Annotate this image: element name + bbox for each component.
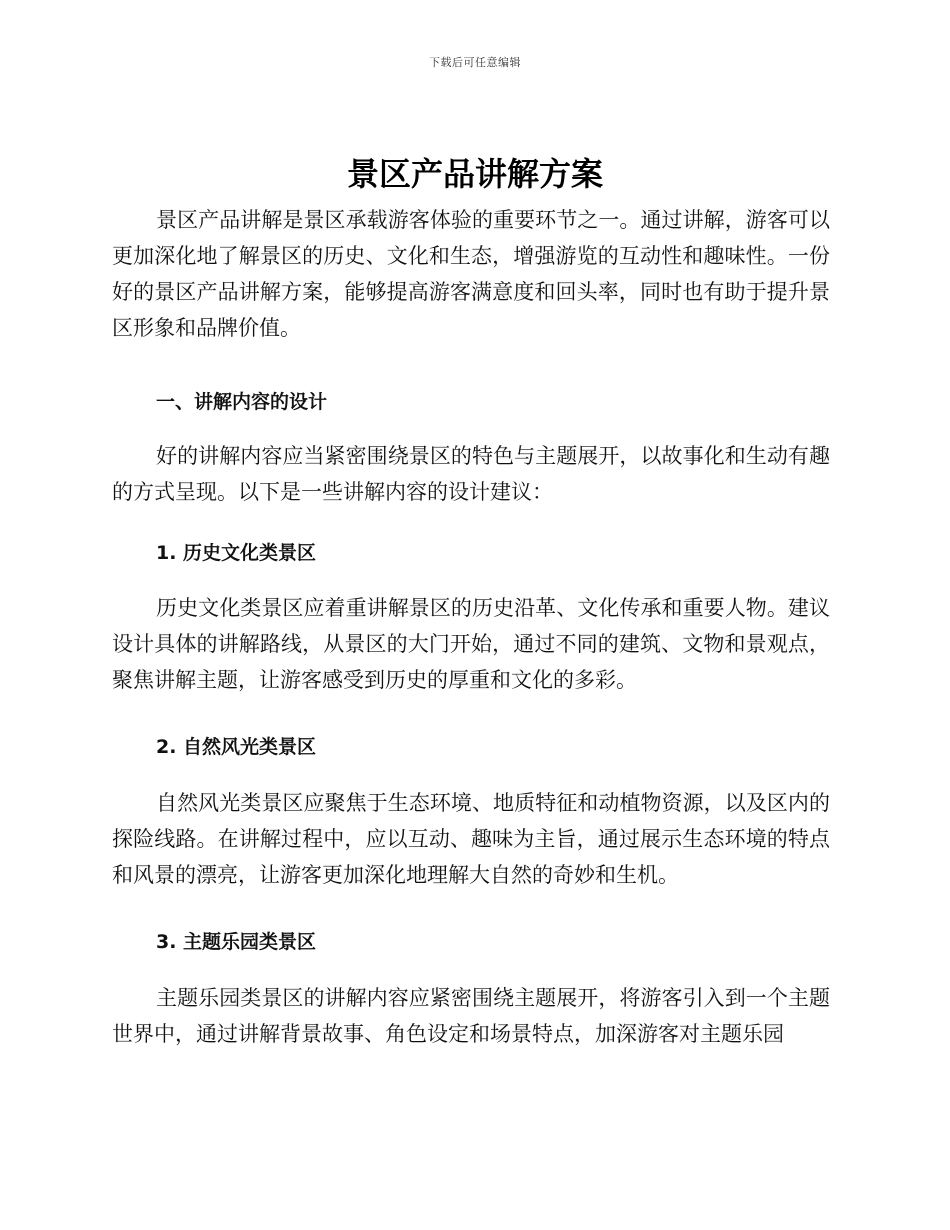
- document-title: 景区产品讲解方案: [346, 155, 603, 193]
- section-heading-content-design: 一、讲解内容的设计: [156, 391, 328, 413]
- section-paragraph-content-design: 好的讲解内容应当紧密围绕景区的特色与主题展开，以故事化和生动有趣的方式呈现。以下是一些讲解内容的设计建议：: [112, 444, 830, 504]
- intro-paragraph: 景区产品讲解是景区承载游客体验的重要环节之一。通过讲解，游客可以更加深化地了解景区的历史、文化和生态，增强游览的互动性和趣味性。一份好的景区产品讲解方案，能够提高游客满意度和回头率，同时也有助于提升景区形象和品牌价值。: [112, 208, 830, 340]
- subheading-natural-scenery: 2. 自然风光类景区: [156, 736, 317, 758]
- page-header-note: 下载后可任意编辑: [429, 56, 521, 69]
- subheading-theme-park: 3. 主题乐园类景区: [156, 931, 317, 953]
- subheading-history-culture: 1. 历史文化类景区: [156, 542, 317, 564]
- paragraph-natural-scenery: 自然风光类景区应聚焦于生态环境、地质特征和动植物资源，以及区内的探险线路。在讲解过程中，应以互动、趣味为主旨，通过展示生态环境的特点和风景的漂亮，让游客更加深化地理解大自然的奇妙和生机。: [112, 791, 830, 887]
- paragraph-history-culture: 历史文化类景区应着重讲解景区的历史沿革、文化传承和重要人物。建议设计具体的讲解路线，从景区的大门开始，通过不同的建筑、文物和景观点，聚焦讲解主题，让游客感受到历史的厚重和文化的多彩。: [112, 596, 830, 692]
- paragraph-theme-park: 主题乐园类景区的讲解内容应紧密围绕主题展开，将游客引入到一个主题世界中，通过讲解背景故事、角色设定和场景特点，加深游客对主题乐园: [112, 986, 830, 1046]
